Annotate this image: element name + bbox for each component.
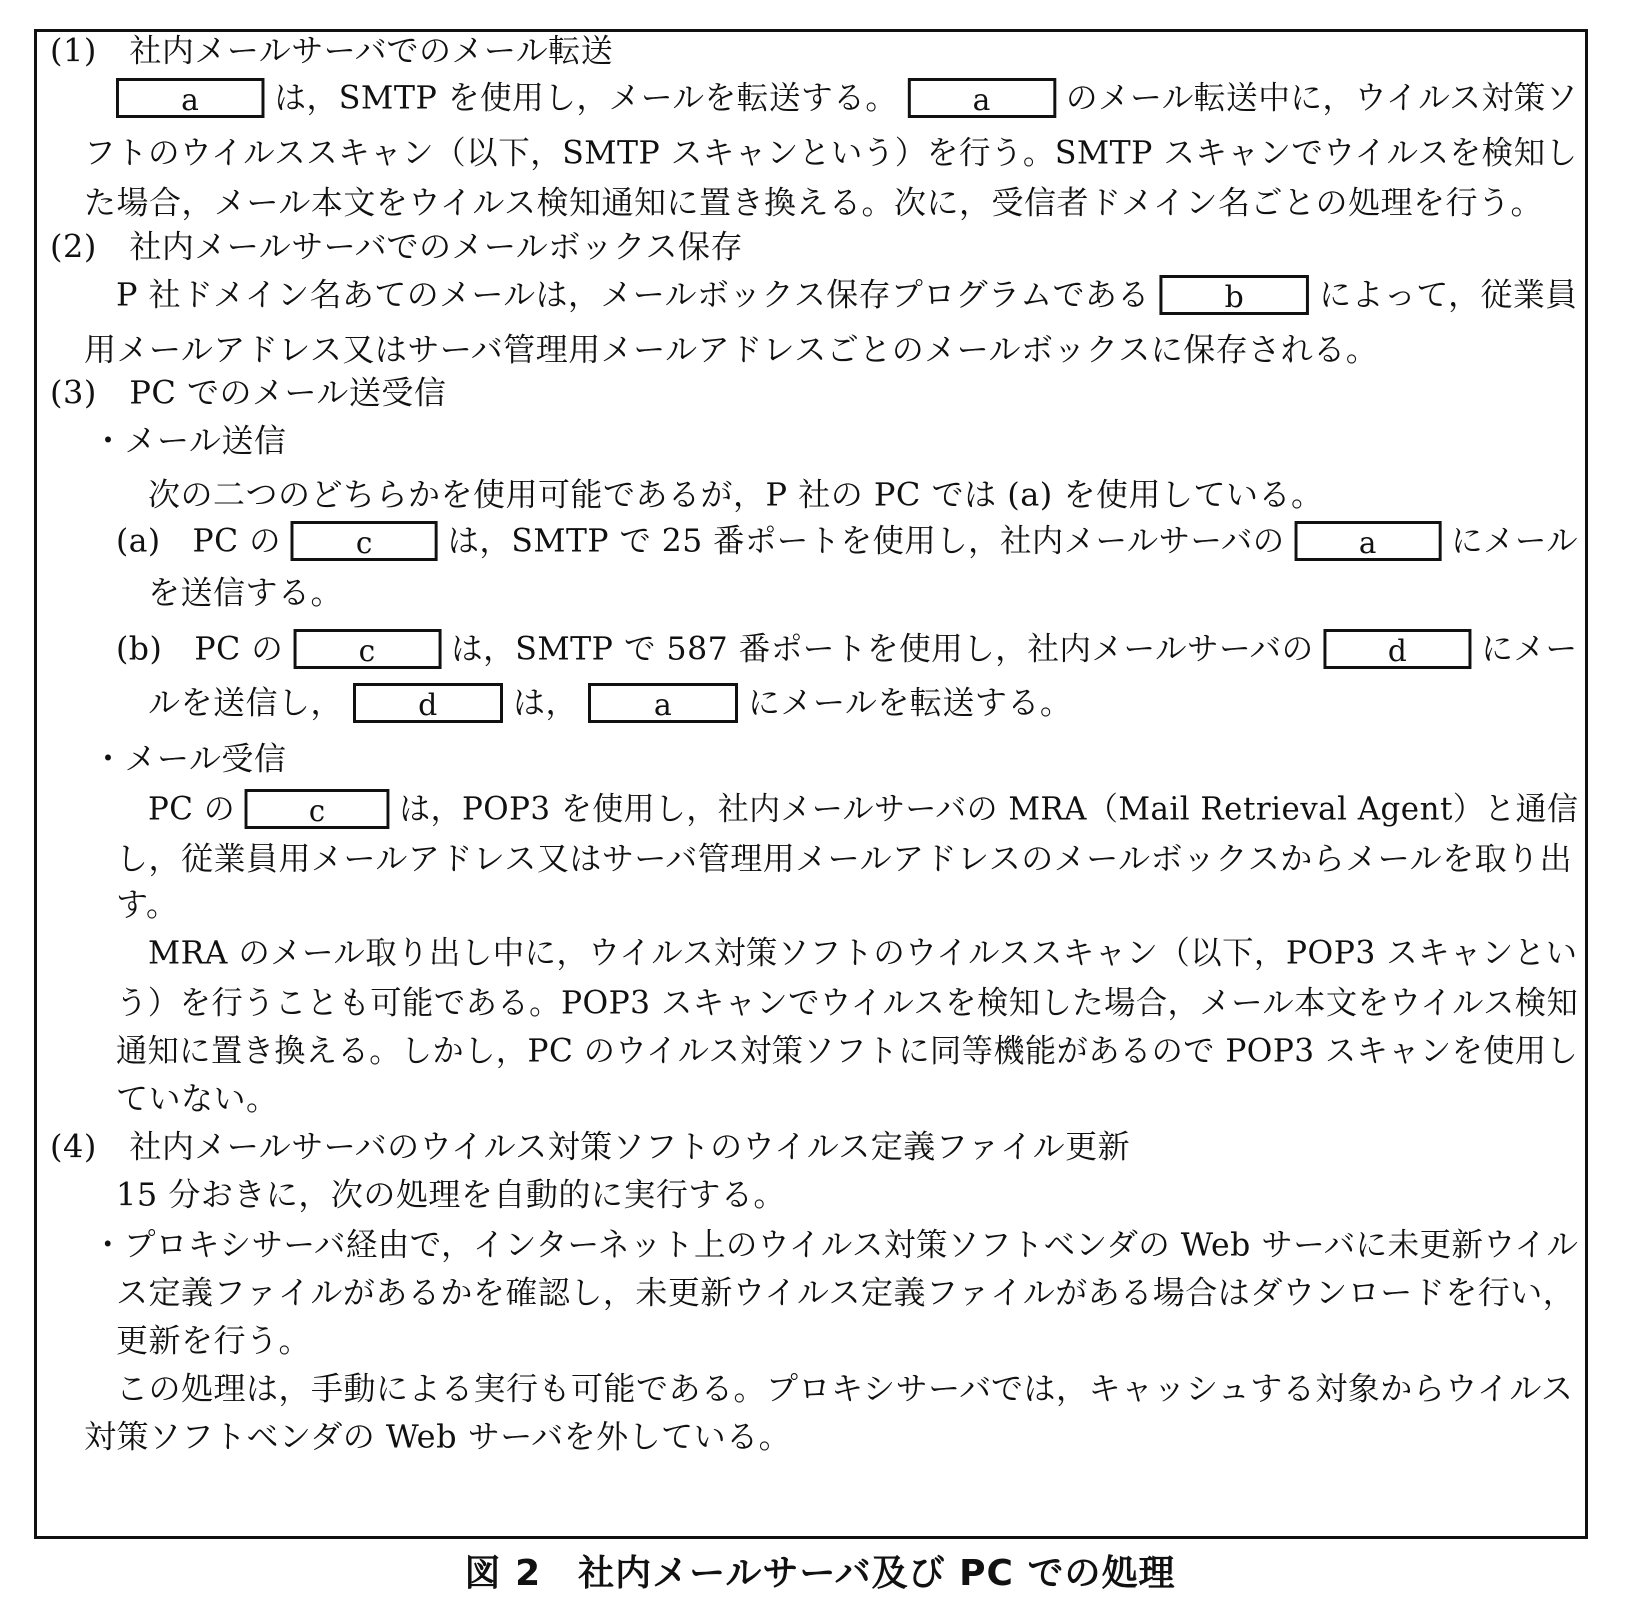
section1-line1: a は，SMTP を使用し，メールを転送する。 a のメール転送中に，ウイルス対策ソ	[116, 73, 1578, 117]
section4-line1: 15 分おきに，次の処理を自動的に実行する。	[116, 1175, 786, 1214]
blank-box-a: a	[588, 683, 738, 723]
option-b-line2: ルを送信し， d は， a にメールを転送する。	[148, 683, 1073, 723]
blank-box-c: c	[293, 629, 441, 669]
section4-note-line1: この処理は，手動による実行も可能である。プロキシサーバでは，キャッシュする対象からウイルス	[116, 1369, 1574, 1408]
section4-note-line2: 対策ソフトベンダの Web サーバを外している。	[84, 1417, 792, 1456]
blank-box-b: b	[1160, 275, 1309, 315]
mail-receive-line1: PC の c は，POP3 を使用し，社内メールサーバの MRA（Mail Retrieval Agent）と通信	[148, 789, 1579, 829]
section1-line3: た場合，メール本文をウイルス検知通知に置き換える。次に，受信者ドメイン名ごとの処理を行う。	[84, 183, 1543, 222]
blank-box-c: c	[245, 789, 390, 829]
mail-receive-line2: し，従業員用メールアドレス又はサーバ管理用メールアドレスのメールボックスからメールを取り出	[116, 839, 1573, 878]
mra-line4: ていない。	[116, 1079, 279, 1118]
figure-caption: 図 2 社内メールサーバ及び PC での処理	[464, 1553, 1176, 1594]
option-a-line2: を送信する。	[148, 573, 344, 612]
section4-bullet-line3: 更新を行う。	[116, 1321, 312, 1360]
mra-line3: 通知に置き換える。しかし，PC のウイルス対策ソフトに同等機能があるので POP3 スキャンを使用し	[116, 1031, 1579, 1070]
blank-box-d: d	[1324, 629, 1472, 669]
option-b-line1: (b) PC の c は，SMTP で 587 番ポートを使用し，社内メールサーバの d にメー	[116, 629, 1578, 669]
blank-box-c: c	[291, 521, 438, 561]
blank-box-d: d	[353, 683, 503, 723]
mail-receive-title: ・メール受信	[92, 739, 287, 778]
section3-heading: (3) PC でのメール送受信	[50, 373, 447, 412]
blank-box-a: a	[1294, 521, 1441, 561]
section2-heading: (2) 社内メールサーバでのメールボックス保存	[50, 227, 743, 266]
section4-heading: (4) 社内メールサーバのウイルス対策ソフトのウイルス定義ファイル更新	[50, 1127, 1131, 1166]
section1-heading: (1) 社内メールサーバでのメール転送	[50, 31, 614, 70]
blank-box-a: a	[907, 78, 1055, 118]
section4-bullet-line2: ス定義ファイルがあるかを確認し，未更新ウイルス定義ファイルがある場合はダウンロードを行い，	[116, 1273, 1576, 1312]
mail-send-title: ・メール送信	[92, 421, 287, 460]
blank-box-a: a	[116, 78, 264, 118]
section1-line2: フトのウイルススキャン（以下，SMTP スキャンという）を行う。SMTP スキャンでウイルスを検知し	[84, 133, 1578, 172]
mail-receive-line3: す。	[116, 885, 179, 924]
section2-line1: P 社ドメイン名あてのメールは，メールボックス保存プログラムである b によって，従業員	[116, 275, 1578, 315]
mra-line1: MRA のメール取り出し中に，ウイルス対策ソフトのウイルススキャン（以下，POP3 スキャンとい	[148, 933, 1578, 972]
option-a-line1: (a) PC の c は，SMTP で 25 番ポートを使用し，社内メールサーバの a にメール	[116, 521, 1579, 561]
section4-bullet-line1: ・プロキシサーバ経由で，インターネット上のウイルス対策ソフトベンダの Web サーバに未更新ウイル	[92, 1225, 1579, 1264]
mra-line2: う）を行うことも可能である。POP3 スキャンでウイルスを検知した場合，メール本文をウイルス検知	[116, 983, 1579, 1022]
section2-line2: 用メールアドレス又はサーバ管理用メールアドレスごとのメールボックスに保存される。	[84, 330, 1379, 369]
mail-send-intro: 次の二つのどちらかを使用可能であるが，P 社の PC では (a) を使用している。	[148, 475, 1324, 514]
